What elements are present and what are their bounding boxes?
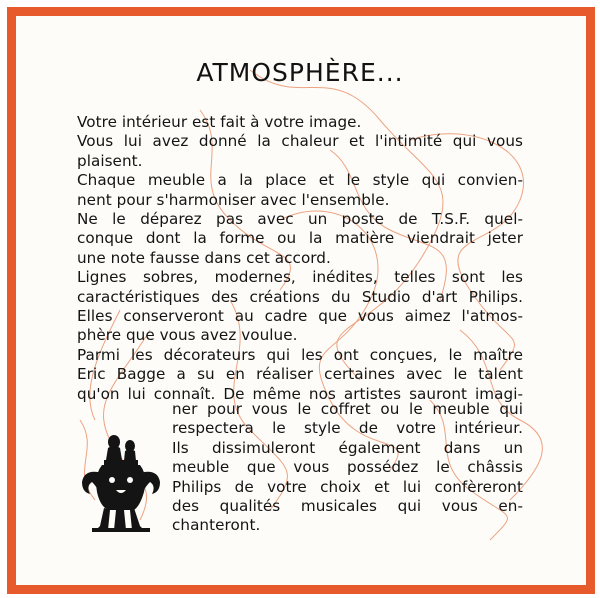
text-line: Vous lui avez donné la chaleur et l'intimité qui vous (77, 132, 523, 151)
body-text (77, 113, 523, 404)
vase-illustration (78, 430, 162, 534)
page-title: ATMOSPHÈRE... (196, 58, 404, 87)
text-line: Parmi les décorateurs qui les ont conçues, le maître (77, 345, 523, 364)
indented-text (172, 400, 523, 536)
text-line: ner pour vous le coffret ou le meuble qui (172, 400, 523, 418)
text-line: Ne le déparez pas avec un poste de T.S.F. quel- (77, 210, 523, 229)
text-line: qu'on lui connaît. De même nos artistes sauront imagi- (77, 384, 523, 403)
text-line: phère que vous avez voulue. (77, 326, 298, 345)
text-line: des qualités musicales qui vous en- (172, 497, 523, 516)
text-line: Lignes sobres, modernes, inédites, telles sont les (77, 268, 523, 287)
text-line: nent pour s'harmoniser avec l'ensemble. (77, 190, 390, 209)
text-line: Chaque meuble a la place et le style qui convien- (77, 171, 523, 190)
text-line: caractéristiques des créations du Studio d'art Philips. (77, 287, 523, 306)
text-line: respectera le style de votre intérieur. (172, 419, 523, 438)
text-line: Eric Bagge a su en réaliser certaines avec le talent (77, 365, 523, 384)
text-line: Ils dissimuleront également dans un (172, 438, 523, 457)
text-line: meuble que vous possédez le châssis (172, 458, 523, 477)
text-line: conque dont la forme ou la matière viendrait jeter (77, 229, 523, 248)
text-line: Votre intérieur est fait à votre image. (77, 113, 362, 131)
text-line: plaisent. (77, 151, 143, 170)
text-line: Elles conserveront au cadre que vous aimez l'atmos- (77, 307, 523, 326)
text-line: chanteront. (172, 516, 261, 535)
text-line: une note fausse dans cet accord. (77, 248, 331, 267)
text-line: Philips de votre choix et lui confèreront (172, 477, 523, 496)
